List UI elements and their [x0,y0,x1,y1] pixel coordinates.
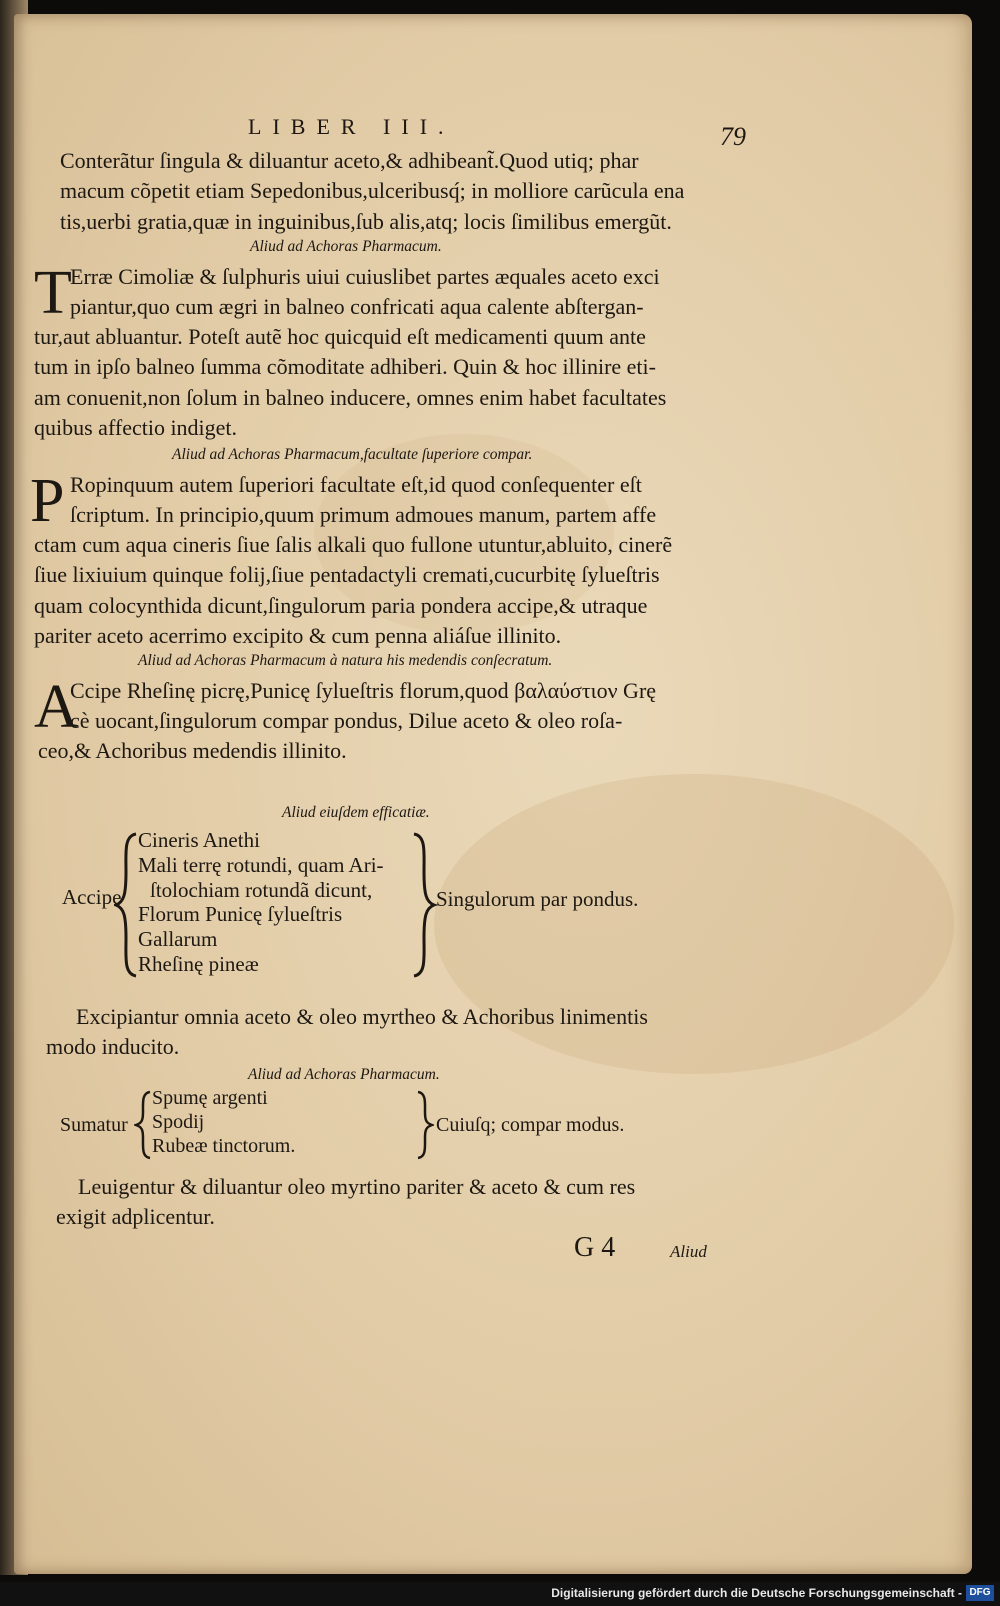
catchword: Aliud [670,1242,707,1261]
running-head: LIBER III. [248,114,455,139]
text-line: ceo,& Achoribus medendis illinito. [38,738,347,763]
text-line: am conuenit,non ſolum in balneo inducere, omnes enim habet facultates [34,384,667,410]
paragraph-5 [56,1172,636,1233]
ingredient: Florum Punicę ſylueſtris [138,902,343,927]
ingredient: Spodij [152,1111,205,1133]
text-line: Ccipe Rheſinę picrę,Punicę ſylueſtris florum,quod βαλαύστιον Grę [70,678,657,703]
text-line: quibus affectio indiget. [34,414,238,440]
text-line: tis,uerbi gratia,quæ in inguinibus,ſub alis,atq; locis ſimilibus emergũt. [60,208,672,234]
recipe-ingredients [138,828,384,977]
left-brace [134,1090,154,1160]
text-line: cè uocant,ſingulorum compar pondus, Dilue aceto & oleo roſa- [70,708,623,734]
footer-bar [0,1582,1000,1606]
recipe-verb: Accipe [62,885,122,909]
ingredient: ſtolochiam rotundã dicunt, [150,877,373,902]
text-line: tur,aut abluantur. Poteſt autẽ hoc quicquid eſt medicamenti quum ante [34,324,646,349]
ingredient: Gallarum [138,927,218,952]
ingredient: Spumę argenti [152,1087,268,1109]
drop-initial: A [34,673,79,741]
paragraph-1 [34,322,666,443]
right-brace [414,1090,434,1160]
text-line: piantur,quo cum ægri in balneo confricati aqua calente abſtergan- [70,294,644,320]
text-line: quam colocynthida dicunt,ſingulorum paria pondera accipe,& utraque [34,592,648,618]
text-line: modo inducito. [46,1034,180,1060]
dfg-logo: DFG [966,1585,994,1601]
paragraph-2 [34,530,672,651]
text-line: exigit adplicentur. [56,1204,215,1230]
drop-initial: P [30,467,65,535]
ingredient: Rheſinę pineæ [138,951,259,976]
right-brace [410,832,438,978]
left-brace [114,832,140,978]
recipe-result: Cuiuſq; compar modus. [436,1114,625,1136]
page-number: 79 [720,122,746,151]
signature-mark: G 4 [574,1232,616,1263]
section-heading: Aliud eiuſdem efficatiæ. [282,804,430,821]
text-line: ſiue lixiuium quinque folij,ſiue pentadactyli cremati,cucurbitę ſylueſtris [34,562,660,588]
section-heading: Aliud ad Achoras Pharmacum. [248,1066,440,1083]
recipe-ingredients [152,1086,295,1158]
text-line: Erræ Cimoliæ & ſulphuris uiui cuiuslibet partes æquales aceto exci [70,264,660,289]
text-line: Ropinquum autem ſuperiori facultate eſt,id quod conſequenter eſt [70,472,642,497]
text-line: Excipiantur omnia aceto & oleo myrtheo & Achoribus linimentis [76,1004,648,1029]
ingredient: Cineris Anethi [138,828,260,852]
drop-initial: T [34,259,72,327]
text-line: ctam cum aqua cineris ſiue ſalis alkali quo fullone utuntur,abluito, cinerẽ [34,532,673,557]
paragraph-1-lead [70,262,660,323]
book-page [14,14,972,1574]
section-heading: Aliud ad Achoras Pharmacum,facultate ſuperiore compar. [172,446,533,463]
recipe-verb: Sumatur [60,1114,128,1136]
paragraph-3 [38,736,347,766]
text-line: pariter aceto acerrimo excipito & cum penna aliáſue illinito. [34,622,562,648]
text-line: ſcriptum. In principio,quum primum admoues manum, partem affe [70,502,657,528]
paragraph-3-lead [70,676,656,737]
recipe-result: Singulorum par pondus. [436,887,639,911]
footer-credit: Digitalisierung gefördert durch die Deutsche Forschungsgemeinschaft - [551,1586,962,1600]
text-line: Conterãtur ſingula & diluantur aceto,& adhibeant̃.Quod utiq; phar [60,148,639,173]
text-line: tum in ipſo balneo ſumma cõmoditate adhiberi. Quin & hoc illinire eti- [34,354,656,380]
section-heading: Aliud ad Achoras Pharmacum. [250,238,442,255]
paragraph-4 [46,1002,648,1063]
section-heading: Aliud ad Achoras Pharmacum à natura his medendis conſecratum. [138,652,553,669]
paragraph-0 [60,146,684,237]
ingredient: Rubeæ tinctorum. [152,1135,296,1157]
ingredient: Mali terrę rotundi, quam Ari- [138,852,384,877]
text-line: macum cõpetit etiam Sepedonibus,ulceribusq́; in molliore carũcula ena [60,178,685,204]
paragraph-2-lead [70,470,656,531]
text-line: Leuigentur & diluantur oleo myrtino pariter & aceto & cum res [78,1174,636,1199]
